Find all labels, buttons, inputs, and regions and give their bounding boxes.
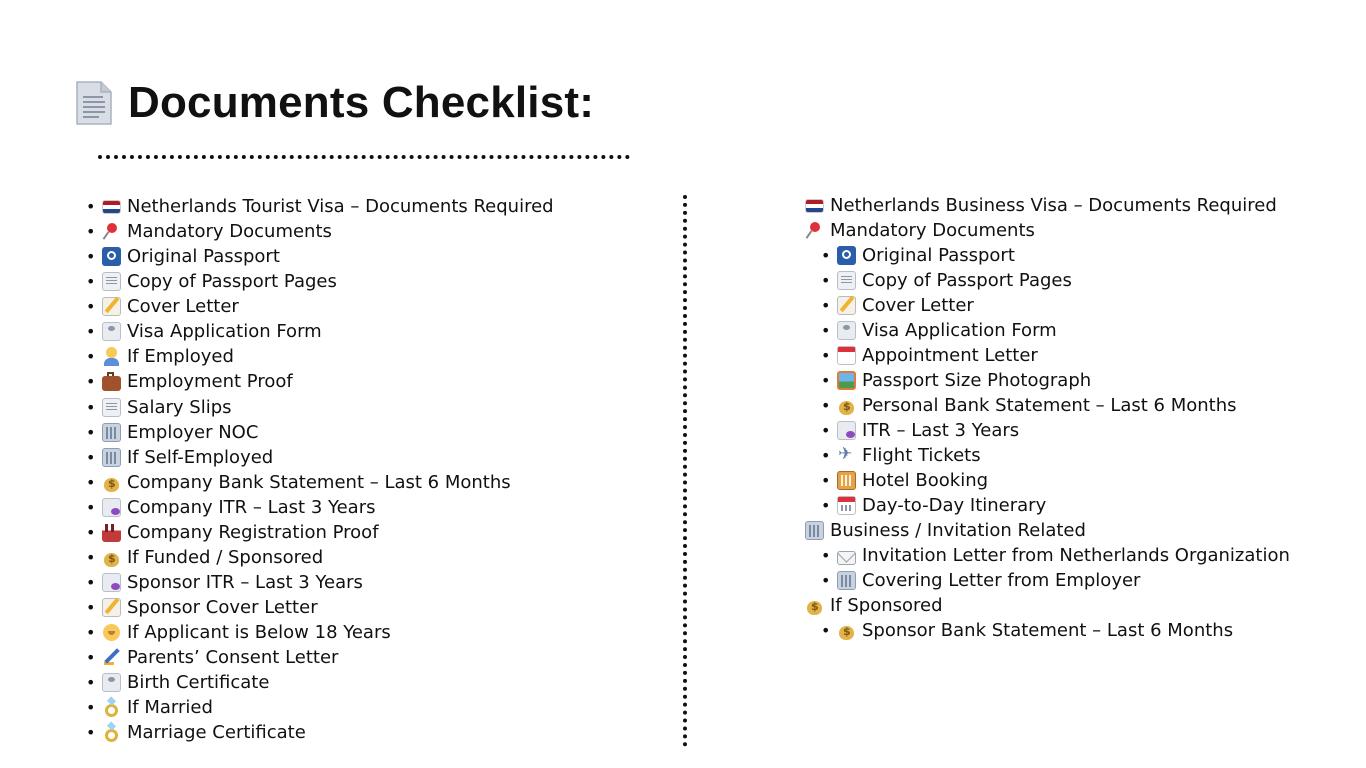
list-item <box>805 318 1290 343</box>
list-item-label: If Applicant is Below 18 Years <box>127 622 391 644</box>
list-item <box>86 720 554 745</box>
person-icon <box>102 347 121 366</box>
money-bag-icon <box>837 621 856 640</box>
page-icon <box>102 398 121 417</box>
list-item <box>86 570 554 595</box>
list-item <box>86 470 554 495</box>
title-row <box>74 78 594 128</box>
factory-icon <box>102 523 121 542</box>
list-item <box>86 595 554 620</box>
passport-icon <box>837 246 856 265</box>
bullet: • <box>821 621 831 640</box>
list-item-label: Mandatory Documents <box>127 221 332 243</box>
list-item-label: Business / Invitation Related <box>830 520 1086 541</box>
list-item-label: Day-to-Day Itinerary <box>862 495 1047 516</box>
list-item <box>86 395 554 420</box>
list-item-label: Copy of Passport Pages <box>127 271 337 293</box>
list-item <box>805 468 1290 493</box>
airplane-icon <box>837 446 856 465</box>
list-item-label: Company Registration Proof <box>127 521 379 543</box>
money-bag-icon <box>805 596 824 615</box>
bullet: • <box>86 447 96 467</box>
list-item <box>86 244 554 269</box>
list-item-label: Sponsor ITR – Last 3 Years <box>127 571 363 593</box>
list-item-label: If Employed <box>127 346 234 368</box>
briefcase-icon <box>102 376 121 391</box>
list-item <box>86 369 554 394</box>
pin-icon <box>102 222 121 241</box>
spiral-calendar-icon <box>837 496 856 515</box>
list-item-label: Appointment Letter <box>862 345 1038 366</box>
bullet: • <box>821 571 831 590</box>
column-dotted-divider <box>683 195 687 747</box>
list-item <box>805 243 1290 268</box>
list-item-label: If Sponsored <box>830 595 943 616</box>
list-item <box>86 445 554 470</box>
pin-icon <box>805 221 824 240</box>
itr-icon <box>102 498 121 517</box>
office-icon <box>102 423 121 442</box>
office-icon <box>805 521 824 540</box>
list-item <box>86 495 554 520</box>
list-item <box>86 670 554 695</box>
bullet: • <box>86 723 96 743</box>
list-item-label: Original Passport <box>127 246 280 268</box>
bullet: • <box>86 397 96 417</box>
memo-icon <box>837 296 856 315</box>
bullet: • <box>821 371 831 390</box>
itr-icon <box>102 573 121 592</box>
list-item <box>86 294 554 319</box>
form-icon <box>837 321 856 340</box>
business-visa-checklist <box>805 193 1290 643</box>
list-item-label: Netherlands Business Visa – Documents Required <box>830 195 1277 216</box>
ring-icon <box>102 723 121 742</box>
bullet: • <box>821 396 831 415</box>
list-item <box>86 219 554 244</box>
bullet: • <box>821 496 831 515</box>
list-item-label: Company ITR – Last 3 Years <box>127 496 376 518</box>
list-item <box>86 645 554 670</box>
bullet: • <box>821 271 831 290</box>
bullet: • <box>821 296 831 315</box>
page-title: Documents Checklist: <box>128 78 595 127</box>
list-item-label: Company Bank Statement – Last 6 Months <box>127 471 511 493</box>
envelope-icon <box>837 551 856 565</box>
tourist-visa-checklist <box>86 194 554 745</box>
list-item <box>805 593 1290 618</box>
bullet: • <box>821 246 831 265</box>
bullet: • <box>86 547 96 567</box>
list-item <box>805 418 1290 443</box>
bullet: • <box>821 471 831 490</box>
list-item-label: Invitation Letter from Netherlands Organization <box>862 545 1290 566</box>
bullet: • <box>86 572 96 592</box>
list-item <box>805 343 1290 368</box>
flag-nl-icon <box>102 200 121 214</box>
list-item <box>805 493 1290 518</box>
list-item-label: Employer NOC <box>127 421 259 443</box>
bullet: • <box>821 446 831 465</box>
pen-icon <box>102 648 121 667</box>
bullet: • <box>86 422 96 442</box>
bullet: • <box>821 421 831 440</box>
list-item-label: Copy of Passport Pages <box>862 270 1072 291</box>
passport-icon <box>102 247 121 266</box>
list-item-label: Flight Tickets <box>862 445 981 466</box>
list-item-label: Covering Letter from Employer <box>862 570 1141 591</box>
memo-icon <box>102 598 121 617</box>
list-item <box>86 545 554 570</box>
list-item <box>86 319 554 344</box>
money-bag-icon <box>102 473 121 492</box>
list-item <box>805 443 1290 468</box>
bullet: • <box>86 197 96 217</box>
list-item-label: Sponsor Cover Letter <box>127 597 318 619</box>
bullet: • <box>86 297 96 317</box>
bullet: • <box>86 497 96 517</box>
money-bag-icon <box>102 548 121 567</box>
list-item-label: Birth Certificate <box>127 672 270 694</box>
form-icon <box>102 322 121 341</box>
bullet: • <box>86 673 96 693</box>
list-item <box>805 618 1290 643</box>
list-item-label: Employment Proof <box>127 371 293 393</box>
itr-icon <box>837 421 856 440</box>
list-item-label: Passport Size Photograph <box>862 370 1092 391</box>
list-item-label: Visa Application Form <box>862 320 1057 341</box>
list-item-label: Sponsor Bank Statement – Last 6 Months <box>862 620 1234 641</box>
list-item <box>86 620 554 645</box>
photo-icon <box>837 371 856 390</box>
list-item-label: Cover Letter <box>862 295 974 316</box>
bullet: • <box>86 347 96 367</box>
bullet: • <box>86 623 96 643</box>
bullet: • <box>86 598 96 618</box>
bullet: • <box>86 247 96 267</box>
list-item-label: ITR – Last 3 Years <box>862 420 1020 441</box>
bullet: • <box>821 321 831 340</box>
list-item <box>805 193 1290 218</box>
bullet: • <box>86 222 96 242</box>
list-item-label: Parents’ Consent Letter <box>127 647 339 669</box>
list-item-label: Salary Slips <box>127 396 232 418</box>
list-item <box>86 269 554 294</box>
form-icon <box>102 673 121 692</box>
hotel-icon <box>837 471 856 490</box>
list-item <box>805 518 1290 543</box>
list-item-label: Original Passport <box>862 245 1015 266</box>
calendar-icon <box>837 346 856 365</box>
baby-icon <box>102 623 121 642</box>
flag-nl-icon <box>805 199 824 213</box>
bullet: • <box>86 472 96 492</box>
list-item <box>805 293 1290 318</box>
list-item-label: Visa Application Form <box>127 321 322 343</box>
list-item-label: Netherlands Tourist Visa – Documents Required <box>127 196 554 218</box>
list-item-label: Mandatory Documents <box>830 220 1035 241</box>
money-bag-icon <box>837 396 856 415</box>
list-item <box>805 368 1290 393</box>
bullet: • <box>86 372 96 392</box>
list-item-label: Personal Bank Statement – Last 6 Months <box>862 395 1237 416</box>
list-item <box>86 420 554 445</box>
list-item-label: Hotel Booking <box>862 470 989 491</box>
ring-icon <box>102 698 121 717</box>
office-icon <box>837 571 856 590</box>
list-item <box>805 218 1290 243</box>
list-item <box>805 543 1290 568</box>
bullet: • <box>86 648 96 668</box>
list-item-label: Marriage Certificate <box>127 722 306 744</box>
page-icon <box>102 272 121 291</box>
list-item-label: If Married <box>127 697 213 719</box>
list-item <box>86 194 554 219</box>
list-item <box>86 695 554 720</box>
page-icon <box>837 271 856 290</box>
bullet: • <box>86 698 96 718</box>
memo-icon <box>102 297 121 316</box>
list-item <box>805 568 1290 593</box>
list-item-label: If Self-Employed <box>127 446 274 468</box>
list-item <box>805 393 1290 418</box>
list-item <box>86 344 554 369</box>
bullet: • <box>86 322 96 342</box>
list-item <box>86 520 554 545</box>
list-item-label: If Funded / Sponsored <box>127 546 324 568</box>
office-icon <box>102 448 121 467</box>
page-facing-up-icon <box>74 80 114 126</box>
bullet: • <box>821 546 831 565</box>
list-item <box>805 268 1290 293</box>
bullet: • <box>821 346 831 365</box>
bullet: • <box>86 522 96 542</box>
list-item-label: Cover Letter <box>127 296 239 318</box>
bullet: • <box>86 272 96 292</box>
title-dotted-underline <box>98 155 630 159</box>
